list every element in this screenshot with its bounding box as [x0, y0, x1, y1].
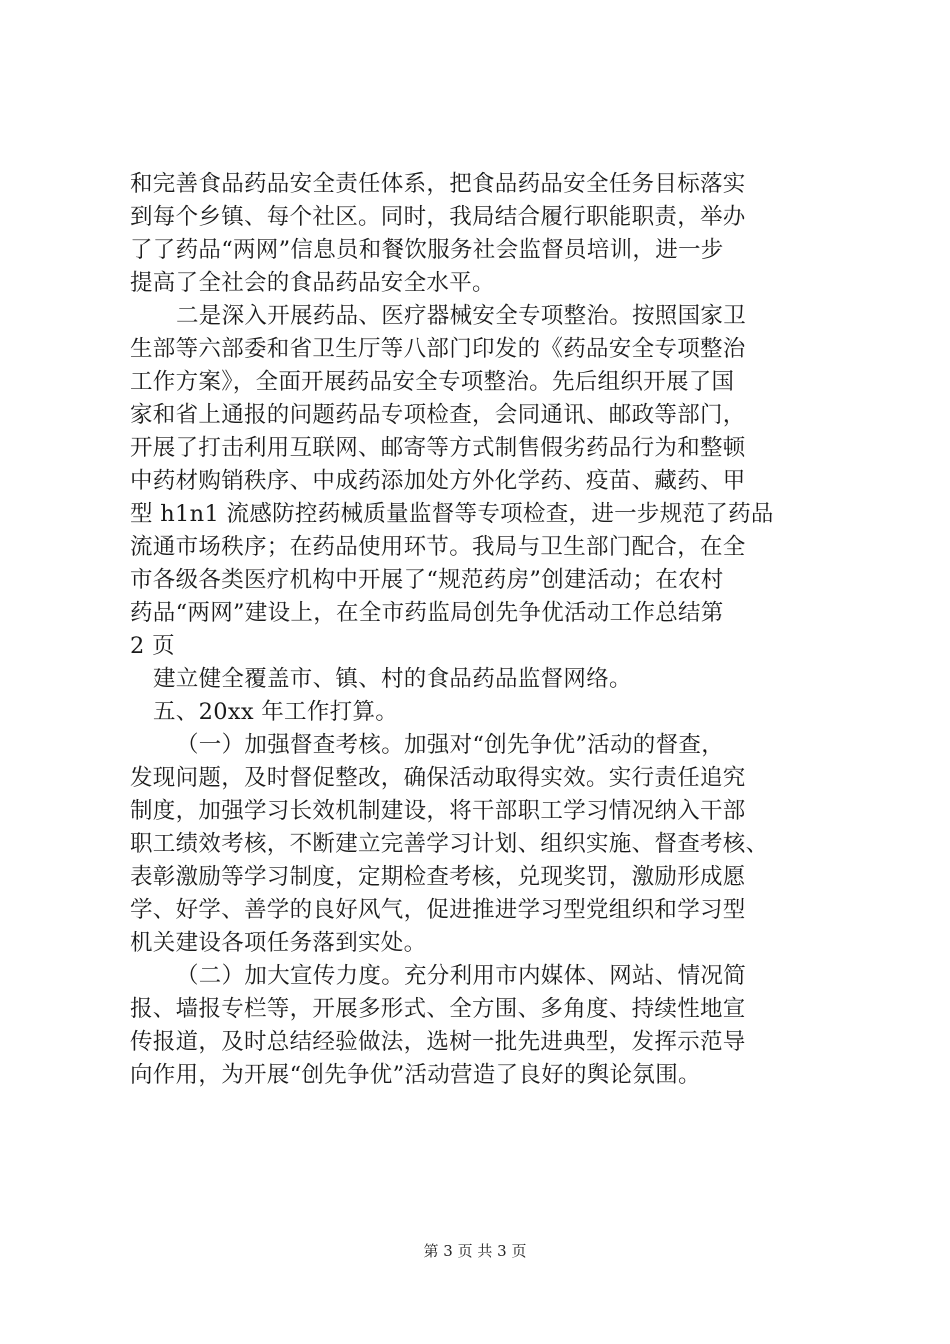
- text-line: 传报道，及时总结经验做法，选树一批先进典型，发挥示范导: [130, 1029, 746, 1055]
- text-line: 生部等六部委和省卫生厅等八部门印发的《药品安全专项整治: [130, 336, 746, 362]
- text-line: 报、墙报专栏等，开展多形式、全方围、多角度、持续性地宣: [130, 996, 746, 1022]
- text-line: 市各级各类医疗机构中开展了“规范药房”创建活动；在农村: [130, 567, 724, 593]
- section-heading: 五、20xx 年工作打算。: [153, 699, 399, 725]
- text-line: 制度，加强学习长效机制建设，将干部职工学习情况纳入干部: [130, 798, 746, 824]
- document-body: [130, 168, 830, 1092]
- text-line: （一）加强督查考核。加强对“创先争优”活动的督查，: [176, 732, 725, 758]
- text-line: 中药材购销秩序、中成药添加处方外化学药、疫苗、藏药、甲: [130, 468, 746, 494]
- text-line: 到每个乡镇、每个社区。同时，我局结合履行职能职责，举办: [130, 204, 746, 230]
- text-line: 2 页: [130, 633, 175, 659]
- text-line: 了了药品“两网”信息员和餐饮服务社会监督员培训，进一步: [130, 237, 724, 263]
- text-line: 二是深入开展药品、医疗器械安全专项整治。按照国家卫: [176, 303, 747, 329]
- text-line: 家和省上通报的问题药品专项检查，会同通讯、邮政等部门，: [130, 402, 746, 428]
- text-line: 提高了全社会的食品药品安全水平。: [130, 270, 495, 296]
- text-line: （二）加大宣传力度。充分利用市内媒体、网站、情况简: [176, 963, 747, 989]
- text-line: 和完善食品药品安全责任体系，把食品药品安全任务目标落实: [130, 171, 746, 197]
- text-line: 型 h1n1 流感防控药械质量监督等专项检查，进一步规范了药品: [130, 501, 774, 527]
- text-line: 流通市场秩序；在药品使用环节。我局与卫生部门配合，在全: [130, 534, 746, 560]
- text-line: 工作方案》，全面开展药品安全专项整治。先后组织开展了国: [130, 369, 735, 395]
- text-line: 职工绩效考核，不断建立完善学习计划、组织实施、督查考核、: [130, 831, 769, 857]
- text-line: 建立健全覆盖市、镇、村的食品药品监督网络。: [153, 666, 632, 692]
- text-line: 向作用，为开展“创先争优”活动营造了良好的舆论氛围。: [130, 1062, 701, 1088]
- text-line: 药品“两网”建设上，在全市药监局创先争优活动工作总结第: [130, 600, 724, 626]
- page-footer: 第 3 页 共 3 页: [423, 1242, 527, 1260]
- text-line: 机关建设各项任务落到实处。: [130, 930, 427, 956]
- text-line: 发现问题，及时督促整改，确保活动取得实效。实行责任追究: [130, 765, 746, 791]
- text-line: 表彰激励等学习制度，定期检查考核，兑现奖罚，激励形成愿: [130, 864, 746, 890]
- text-line: 开展了打击利用互联网、邮寄等方式制售假劣药品行为和整顿: [130, 435, 746, 461]
- text-line: 学、好学、善学的良好风气，促进推进学习型党组织和学习型: [130, 897, 746, 923]
